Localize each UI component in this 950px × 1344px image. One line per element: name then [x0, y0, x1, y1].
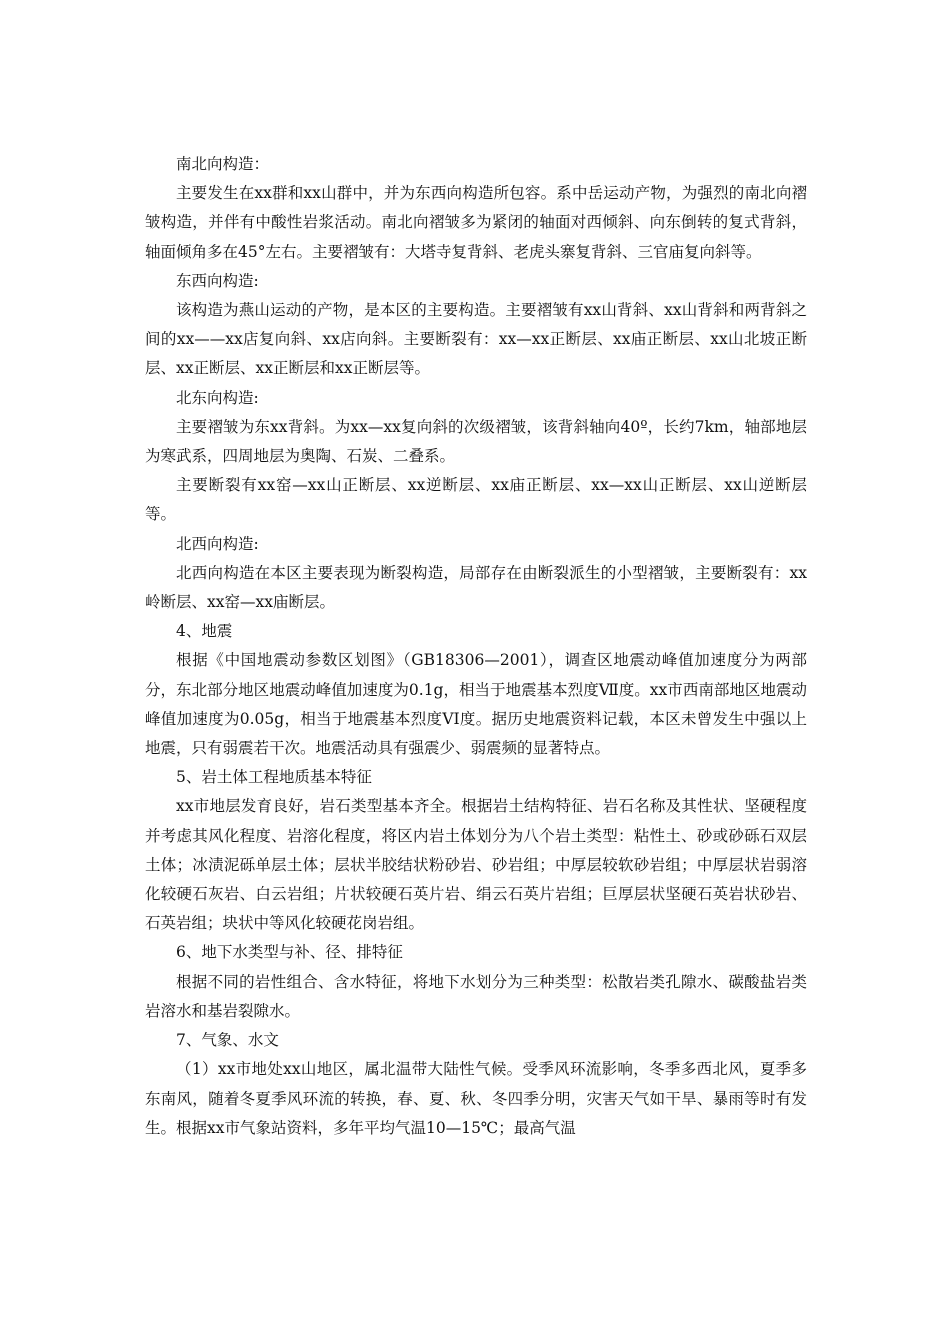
paragraph-ns-structure: 主要发生在xx群和xx山群中，并为东西向构造所包容。系中岳运动产物，为强烈的南北向褶皱构造，并伴有中酸性岩浆活动。南北向褶皱多为紧闭的轴面对西倾斜、向东倒转的复式背斜，轴面倾角多在45°左右。主要褶皱有：大塔寺复背斜、老虎头寨复背斜、三官庙复向斜等。 — [145, 184, 807, 261]
paragraph-nw-structure: 北西向构造在本区主要表现为断裂构造，局部存在由断裂派生的小型褶皱，主要断裂有：xx岭断层、xx窑—xx庙断层。 — [145, 563, 807, 612]
section-heading-climate: 7、气象、水文 — [176, 1031, 279, 1050]
section-heading-ew-structure: 东西向构造: — [176, 271, 259, 290]
section-heading-ns-structure: 南北向构造： — [176, 155, 270, 173]
document-body — [145, 150, 807, 1143]
paragraph-climate: （1）xx市地处xx山地区，属北温带大陆性气候。受季风环流影响，冬季多西北风，夏季多东南风，随着冬夏季风环流的转换，春、夏、秋、冬四季分明，灾害天气如干旱、暴雨等时有发生。根据xx市气象站资料，多年平均气温10—15℃；最高气温 — [145, 1060, 807, 1137]
paragraph-ne-faults: 主要断裂有xx窑—xx山正断层、xx逆断层、xx庙正断层、xx—xx山正断层、xx山逆断层等。 — [145, 476, 807, 524]
section-heading-rock-soil: 5、岩土体工程地质基本特征 — [176, 768, 372, 787]
section-heading-groundwater: 6、地下水类型与补、径、排特征 — [176, 943, 403, 962]
paragraph-rock-soil: xx市地层发育良好，岩石类型基本齐全。根据岩土结构特征、岩石名称及其性状、坚硬程度并考虑其风化程度、岩溶化程度，将区内岩土体划分为八个岩土类型：粘性土、砂或砂砾石双层土体；冰渍泥砾单层土体；层状半胶结状粉砂岩、砂岩组；中厚层较软砂岩组；中厚层状岩弱溶化较硬石灰岩、白云岩组；片状较硬石英片岩、绢云石英片岩组；巨厚层状坚硬石英岩状砂岩、石英岩组；块状中等风化较硬花岗岩组。 — [145, 797, 807, 933]
paragraph-earthquake: 根据《中国地震动参数区划图》（GB18306—2001），调查区地震动峰值加速度分为两部分，东北部分地区地震动峰值加速度为0.1g，相当于地震基本烈度Ⅶ度。xx市西南部地区地震动峰值加速度为0.05g，相当于地震基本烈度VI度。据历史地震资料记载，本区未曾发生中强以上地震，只有弱震若干次。地震活动具有强震少、弱震频的显著特点。 — [145, 651, 807, 758]
paragraph-ne-folds: 主要褶皱为东xx背斜。为xx—xx复向斜的次级褶皱，该背斜轴向40º，长约7km，轴部地层为寒武系，四周地层为奥陶、石炭、二叠系。 — [145, 417, 807, 466]
paragraph-ew-structure: 该构造为燕山运动的产物，是本区的主要构造。主要褶皱有xx山背斜、xx山背斜和两背斜之间的xx——xx店复向斜、xx店向斜。主要断裂有：xx—xx正断层、xx庙正断层、xx山北坡正断层、xx正断层、xx正断层和xx正断层等。 — [145, 301, 807, 378]
paragraph-groundwater: 根据不同的岩性组合、含水特征，将地下水划分为三种类型：松散岩类孔隙水、碳酸盐岩类岩溶水和基岩裂隙水。 — [145, 972, 807, 1020]
section-heading-earthquake: 4、地震 — [176, 622, 233, 641]
section-heading-ne-structure: 北东向构造: — [176, 388, 259, 407]
section-heading-nw-structure: 北西向构造: — [176, 534, 259, 553]
